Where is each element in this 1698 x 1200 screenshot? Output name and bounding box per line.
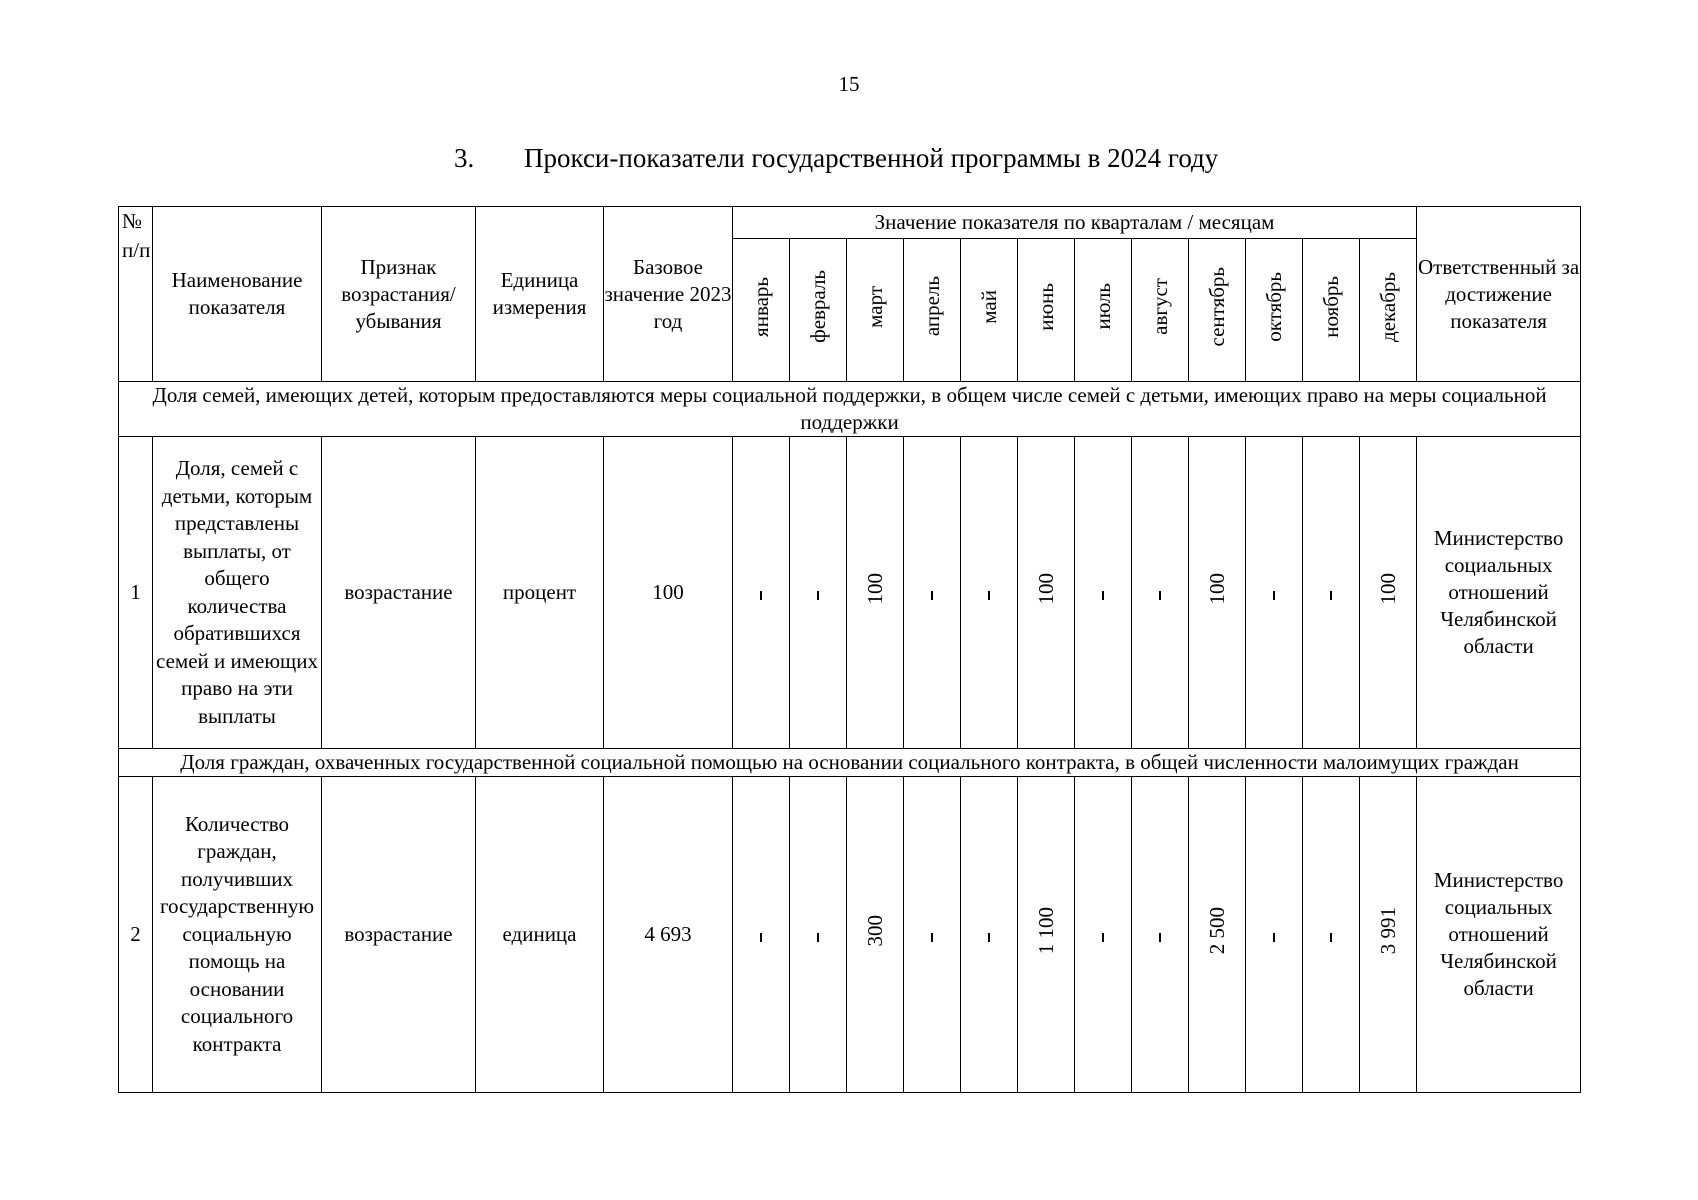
header-month-label: июль: [1090, 283, 1115, 330]
empty-dash: [931, 933, 933, 942]
row-base: 4 693: [604, 777, 733, 1093]
header-month-2: [847, 239, 904, 382]
row-month-11: [1360, 437, 1417, 749]
month-value: 100: [1204, 573, 1229, 605]
empty-dash: [760, 933, 762, 942]
empty-dash: [1273, 591, 1275, 600]
empty-dash: [931, 591, 933, 600]
header-month-label: апрель: [919, 276, 944, 337]
month-value: 100: [1033, 573, 1058, 605]
section-title-text: Прокси-показатели государственной программы в 2024 году: [524, 143, 1219, 173]
section-heading: Доля семей, имеющих детей, которым предоставляются меры социальной поддержки, в общем числе семей с детьми, имеющих право на меры социальной поддержки: [119, 382, 1581, 437]
header-base: Базовое значение 2023 год: [604, 207, 733, 382]
header-month-11: [1360, 239, 1417, 382]
section-title: [454, 143, 1218, 174]
header-trend: Признак возрастания/ убывания: [322, 207, 476, 382]
section-heading: Доля граждан, охваченных государственной социальной помощью на основании социального контракта, в общей численности малоимущих граждан: [119, 749, 1581, 777]
row-month-6: [1075, 777, 1132, 1093]
header-month-1: [790, 239, 847, 382]
empty-dash: [1159, 933, 1161, 942]
row-month-0: [733, 437, 790, 749]
row-month-7: [1132, 777, 1189, 1093]
row-month-4: [961, 777, 1018, 1093]
row-month-3: [904, 437, 961, 749]
header-month-0: [733, 239, 790, 382]
row-base: 100: [604, 437, 733, 749]
month-value: 300: [862, 915, 887, 947]
row-month-9: [1246, 437, 1303, 749]
row-responsible: Министерство социальных отношений Челябинской области: [1417, 777, 1581, 1093]
row-month-8: [1189, 777, 1246, 1093]
empty-dash: [1102, 933, 1104, 942]
empty-dash: [988, 591, 990, 600]
empty-dash: [1102, 591, 1104, 600]
row-month-1: [790, 777, 847, 1093]
header-month-label: декабрь: [1375, 271, 1400, 342]
header-month-8: [1189, 239, 1246, 382]
row-month-5: [1018, 777, 1075, 1093]
row-month-7: [1132, 437, 1189, 749]
row-month-3: [904, 777, 961, 1093]
header-month-5: [1018, 239, 1075, 382]
header-month-7: [1132, 239, 1189, 382]
row-month-9: [1246, 777, 1303, 1093]
empty-dash: [817, 933, 819, 942]
section-number: 3.: [454, 143, 475, 173]
header-month-label: июнь: [1033, 282, 1058, 331]
indicators-table: [118, 206, 1581, 1093]
header-month-label: май: [976, 289, 1001, 324]
row-unit: процент: [476, 437, 604, 749]
header-month-label: ноябрь: [1318, 275, 1343, 338]
empty-dash: [1330, 933, 1332, 942]
empty-dash: [988, 933, 990, 942]
header-month-label: сентябрь: [1204, 266, 1229, 347]
page-number: 15: [838, 72, 860, 96]
row-name: Доля, семей с детьми, которым представлены выплаты, от общего количества обратившихся семей и имеющих право на эти выплаты: [153, 437, 322, 749]
row-month-10: [1303, 437, 1360, 749]
row-month-10: [1303, 777, 1360, 1093]
empty-dash: [760, 591, 762, 600]
header-month-10: [1303, 239, 1360, 382]
month-value: 100: [862, 573, 887, 605]
empty-dash: [1330, 591, 1332, 600]
header-month-label: январь: [748, 276, 773, 337]
header-responsible: Ответственный за достижение показателя: [1417, 207, 1581, 382]
header-month-9: [1246, 239, 1303, 382]
header-month-label: март: [862, 285, 887, 328]
row-month-6: [1075, 437, 1132, 749]
header-month-4: [961, 239, 1018, 382]
row-trend: возрастание: [322, 437, 476, 749]
header-month-6: [1075, 239, 1132, 382]
month-value: 3 991: [1375, 907, 1400, 955]
row-month-11: [1360, 777, 1417, 1093]
header-month-label: февраль: [805, 270, 830, 343]
row-trend: возрастание: [322, 777, 476, 1093]
row-responsible: Министерство социальных отношений Челябинской области: [1417, 437, 1581, 749]
row-name: Количество граждан, получивших государственную социальную помощь на основании социального контракта: [153, 777, 322, 1093]
row-month-1: [790, 437, 847, 749]
row-month-0: [733, 777, 790, 1093]
empty-dash: [1273, 933, 1275, 942]
empty-dash: [817, 591, 819, 600]
row-month-8: [1189, 437, 1246, 749]
month-value: 100: [1375, 573, 1400, 605]
row-unit: единица: [476, 777, 604, 1093]
header-month-label: август: [1147, 278, 1172, 335]
header-num: № п/п: [119, 207, 153, 382]
row-month-4: [961, 437, 1018, 749]
header-month-3: [904, 239, 961, 382]
header-month-label: октябрь: [1261, 271, 1286, 342]
row-num: 2: [119, 777, 153, 1093]
header-unit: Единица измерения: [476, 207, 604, 382]
month-value: 2 500: [1204, 907, 1229, 955]
empty-dash: [1159, 591, 1161, 600]
month-value: 1 100: [1033, 907, 1058, 955]
row-month-5: [1018, 437, 1075, 749]
row-num: 1: [119, 437, 153, 749]
header-name: Наименование показателя: [153, 207, 322, 382]
row-month-2: [847, 777, 904, 1093]
header-periods-group: Значение показателя по кварталам / месяцам: [733, 207, 1417, 239]
row-month-2: [847, 437, 904, 749]
